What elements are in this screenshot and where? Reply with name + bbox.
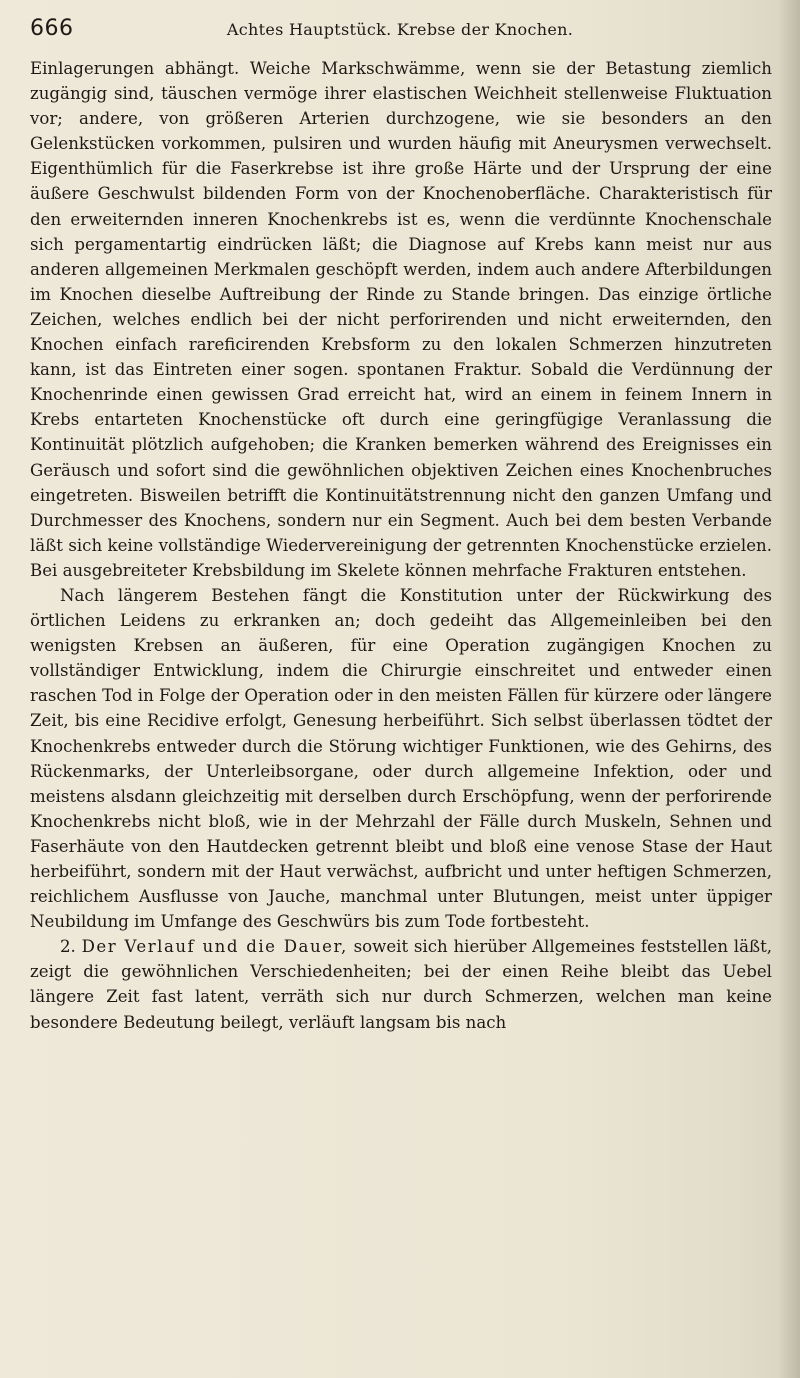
running-head: Achtes Hauptstück. Krebse der Knochen. xyxy=(226,20,574,39)
page-number: 666 xyxy=(30,16,74,41)
paragraph-3 xyxy=(30,934,772,1034)
body-text xyxy=(30,56,772,1035)
section-lead-title: Der Verlauf und die Dauer, xyxy=(81,937,348,957)
paragraph-1: Einlagerungen abhängt. Weiche Markschwämme, wenn sie der Betastung ziemlich zugängig sind, täuschen vermöge ihrer elastischen Weichheit stellenweise Fluktuation vor; andere, von größeren Arterien durchzogene, wie sie besonders an den Gelenkstücken vorkommen, pulsiren und wurden häufig mit Aneurysmen verwechselt. Eigenthümlich für die Faserkrebse ist ihre große Härte und der Ursprung der eine äußere Geschwulst bildenden Form von der Knochenoberfläche. Charakteristisch für den erweiternden inneren Knochenkrebs ist es, wenn die verdünnte Knochenschale sich pergamentartig eindrücken läßt; die Diagnose auf Krebs kann meist nur aus anderen allgemeinen Merkmalen geschöpft werden, indem auch andere Afterbildungen im Knochen dieselbe Auftreibung der Rinde zu Stande bringen. Das einzige örtliche Zeichen, welches endlich bei der nicht perforirenden und nicht erweiternden, den Knochen einfach rareficirenden Krebsform zu den lokalen Schmerzen hinzutreten kann, ist das Eintreten einer sogen. spontanen Fraktur. Sobald die Verdünnung der Knochenrinde einen gewissen Grad erreicht hat, wird an einem in feinem Innern in Krebs entarteten Knochenstücke oft durch eine geringfügige Veranlassung die Kontinuität plötzlich aufgehoben; die Kranken bemerken während des Ereignisses ein Geräusch und sofort sind die gewöhnlichen objektiven Zeichen eines Knochenbruches eingetreten. Bisweilen betrifft die Kontinuitätstrennung nicht den ganzen Umfang und Durchmesser des Knochens, sondern nur ein Segment. Auch bei dem besten Verbande läßt sich keine vollständige Wiedervereinigung der getrennten Knochenstücke erzielen. Bei ausgebreiteter Krebsbildung im Skelete können mehrfache Frakturen entstehen. xyxy=(30,59,772,580)
page-edge-shadow xyxy=(778,0,800,1378)
paragraph-2: Nach längerem Bestehen fängt die Konstitution unter der Rückwirkung des örtlichen Leidens zu erkranken an; doch gedeiht das Allgemeinleiben bei den wenigsten Krebsen an äußeren, für eine Operation zugängigen Knochen zu vollständiger Entwicklung, indem die Chirurgie einschreitet und entweder einen raschen Tod in Folge der Operation oder in den meisten Fällen für kürzere oder längere Zeit, bis eine Recidive erfolgt, Genesung herbeiführt. Sich selbst überlassen tödtet der Knochenkrebs entweder durch die Störung wichtiger Funktionen, wie des Gehirns, des Rückenmarks, der Unterleibsorgane, oder durch allgemeine Infektion, oder und meistens alsdann gleichzeitig mit derselben durch Erschöpfung, wenn der perforirende Knochenkrebs nicht bloß, wie in der Mehrzahl der Fälle durch Muskeln, Sehnen und Faserhäute von den Hautdecken getrennt bleibt und bloß eine venose Stase der Haut herbeiführt, sondern mit der Haut verwächst, aufbricht und unter heftigen Schmerzen, reichlichem Ausflusse von Jauche, manchmal unter Blutungen, meist unter üppiger Neubildung im Umfange des Geschwürs bis zum Tode fortbesteht. xyxy=(30,585,772,932)
paragraph-3-text: soweit sich hierüber Allgemeines feststellen läßt, zeigt die gewöhnlichen Verschiedenheiten; bei der einen Reihe bleibt das Uebel längere Zeit fast latent, verräth sich nur durch Schmerzen, welchen man keine besondere Bedeutung beilegt, verläuft langsam bis nach xyxy=(30,937,773,1032)
page-header xyxy=(30,12,770,46)
section-number: 2. xyxy=(60,937,76,957)
